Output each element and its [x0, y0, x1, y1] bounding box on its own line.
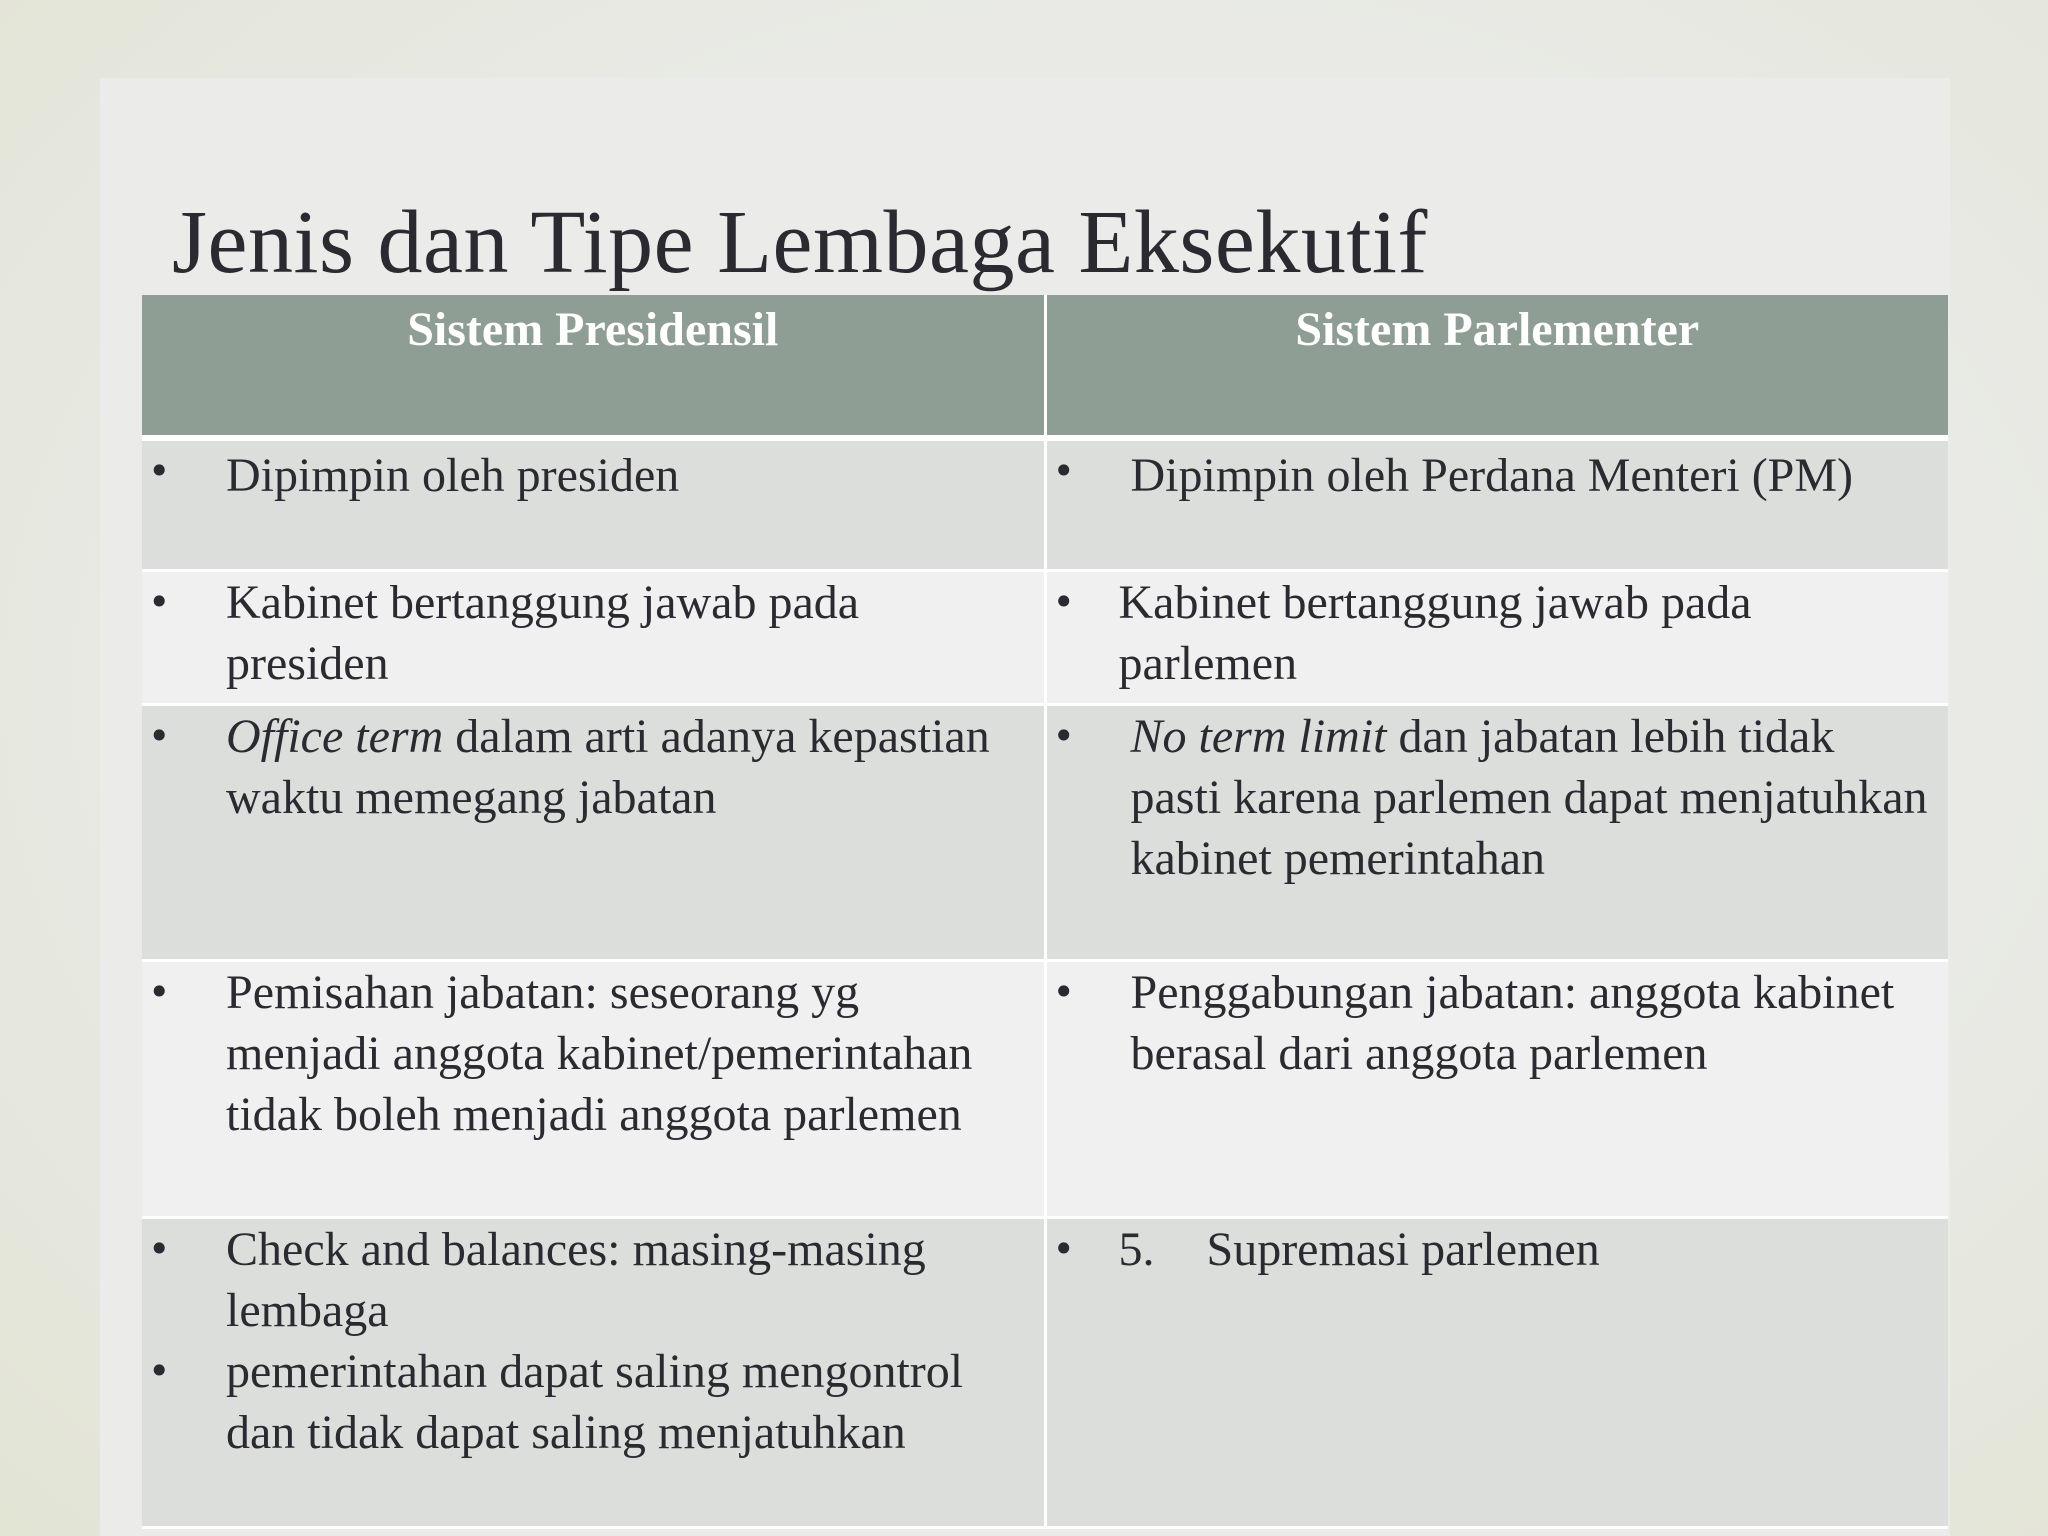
list-item: [142, 962, 1044, 1145]
item-text: Dipimpin oleh Perdana Menteri (PM): [1130, 449, 1854, 502]
bullet-icon: •: [148, 1226, 171, 1271]
item-text: [226, 706, 1024, 828]
cell-presidensil: [142, 704, 1045, 960]
bullet-icon: •: [148, 1348, 171, 1393]
bullet-icon: •: [148, 713, 171, 758]
list-item: [1047, 441, 1949, 506]
item-text: pemerintahan dapat saling mengontrol dan tidak dapat saling menjatuhkan: [226, 1344, 964, 1459]
bullet-icon: •: [148, 969, 171, 1014]
list-item: [142, 441, 1044, 506]
cell-parlementer: [1045, 438, 1948, 570]
item-text-rest: Supremasi parlemen: [1206, 1222, 1600, 1276]
cell-presidensil: [142, 438, 1045, 570]
item-text-rest: dalam arti adanya kepastian waktu memegang jabatan: [226, 709, 990, 824]
item-text: Pemisahan jabatan: seseorang yg menjadi anggota kabinet/pemerintahan tidak boleh menjadi anggota parlemen: [226, 965, 973, 1141]
list-item: [142, 706, 1044, 828]
item-text: Kabinet bertanggung jawab pada parlemen: [1118, 575, 1752, 690]
table-row: [142, 960, 1948, 1217]
cell-presidensil: [142, 960, 1045, 1217]
table-row: [142, 438, 1948, 570]
item-text: [1131, 706, 1929, 889]
cell-presidensil: [142, 1217, 1045, 1527]
bullet-icon: •: [1052, 1226, 1075, 1271]
cell-parlementer: [1045, 960, 1948, 1217]
bullet-icon: •: [148, 579, 171, 624]
list-item: [142, 572, 1044, 694]
bullet-icon: •: [1052, 449, 1075, 493]
cell-presidensil: [142, 570, 1045, 704]
header-presidensil: Sistem Presidensil: [142, 295, 1045, 438]
cell-parlementer: [1045, 570, 1948, 704]
table-row: [142, 570, 1948, 704]
cell-parlementer: [1045, 1217, 1948, 1527]
item-text: Kabinet bertanggung jawab pada presiden: [226, 575, 860, 690]
item-text-rest: dan jabatan lebih tidak pasti karena parlemen dapat menjatuhkan kabinet pemerintahan: [1130, 709, 1928, 885]
item-number: 5.: [1118, 1222, 1155, 1276]
table-row: [142, 704, 1948, 960]
list-item: [1047, 962, 1949, 1084]
bullet-icon: •: [1052, 713, 1075, 758]
item-text: Check and balances: masing-masing lembaga: [226, 1222, 926, 1337]
item-text: [1119, 1219, 1929, 1280]
table-header-row: [142, 295, 1948, 438]
header-parlementer: Sistem Parlementer: [1045, 295, 1948, 438]
comparison-table: [142, 295, 1948, 1529]
list-item: [1047, 1219, 1949, 1280]
list-item: [1047, 706, 1949, 889]
list-item: [1047, 572, 1949, 694]
list-item: [142, 1219, 1044, 1341]
list-item: [142, 1341, 1044, 1463]
bullet-icon: •: [148, 449, 171, 493]
slide-title: Jenis dan Tipe Lembaga Eksekutif: [172, 193, 1428, 292]
item-text: Penggabungan jabatan: anggota kabinet berasal dari anggota parlemen: [1130, 965, 1895, 1080]
bullet-icon: •: [1052, 969, 1075, 1014]
bullet-icon: •: [1052, 579, 1075, 624]
item-text-italic: Office term: [226, 709, 444, 763]
item-text-italic: No term limit: [1130, 709, 1387, 763]
table-row: [142, 1217, 1948, 1527]
cell-parlementer: [1045, 704, 1948, 960]
item-text: Dipimpin oleh presiden: [226, 449, 680, 502]
